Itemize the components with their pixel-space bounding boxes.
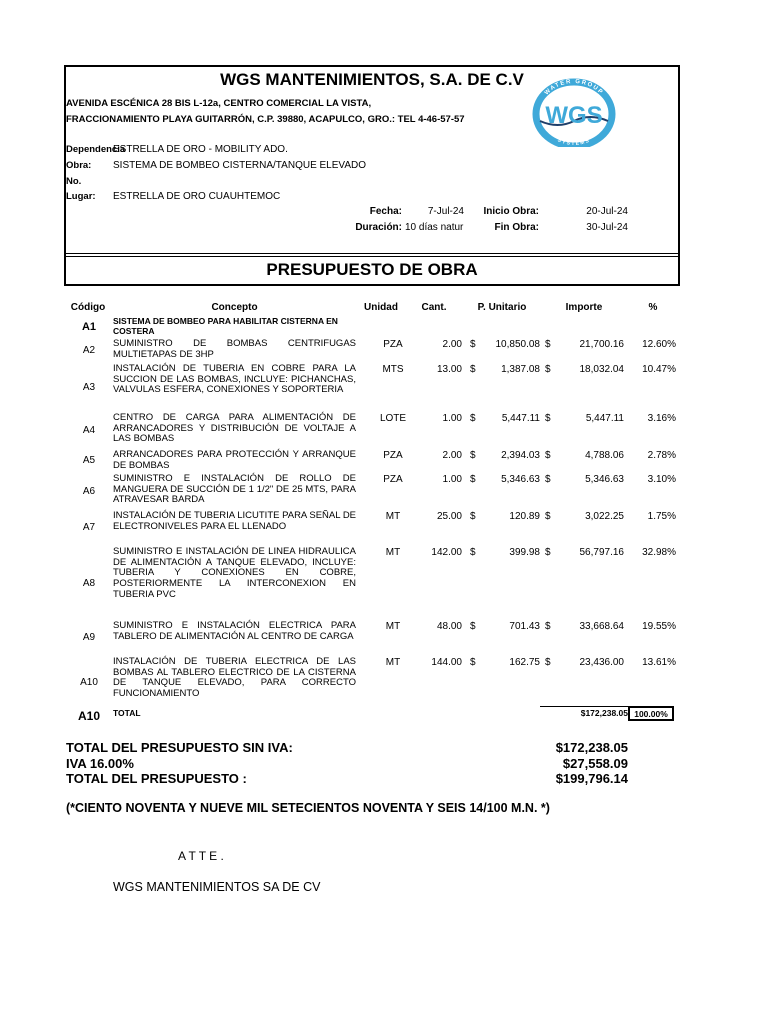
no-label: No. [66,176,82,187]
row-importe: 3,022.25 [585,511,624,522]
address-line-1: AVENIDA ESCÉNICA 28 BIS L-12a, CENTRO COMERCIAL LA VISTA, [66,98,372,109]
col-cant: Cant. [421,302,447,313]
section-title: SISTEMA DE BOMBEO PARA HABILITAR CISTERNA EN COSTERA [113,316,338,336]
row-cant: 13.00 [436,364,462,375]
row-pu-currency: $ [470,413,476,424]
row-importe-currency: $ [545,511,551,522]
row-importe-currency: $ [545,364,551,375]
total-row-label: TOTAL [113,708,141,718]
row-importe: 33,668.64 [579,621,624,632]
fecha-label: Fecha: [369,206,402,217]
row-unit: MT [385,621,401,632]
section-code: A1 [81,321,97,333]
row-concept: ARRANCADORES PARA PROTECCIÓN Y ARRANQUE DE BOMBAS [113,449,356,471]
row-code: A3 [82,382,96,393]
row-code: A6 [82,486,96,497]
row-unit: PZA [383,339,403,350]
row-importe-currency: $ [545,657,551,668]
logo-ring-top-text: WATER GROUP [543,78,605,97]
fecha-value: 7-Jul-24 [427,206,464,217]
total-value: $199,796.14 [555,771,628,786]
row-importe: 23,436.00 [579,657,624,668]
row-pu-currency: $ [470,364,476,375]
svg-text:WATER GROUP [544,79,604,97]
sin-iva-value: $172,238.05 [555,740,628,755]
row-pct: 13.61% [642,657,676,668]
address-line-2: FRACCIONAMIENTO PLAYA GUITARRÓN, C.P. 39880, ACAPULCO, GRO.: TEL 4-46-57-57 [66,114,465,125]
row-pu: 1,387.08 [501,364,540,375]
col-unidad: Unidad [364,302,398,313]
row-pu: 10,850.08 [495,339,540,350]
obra-label: Obra: [66,160,92,171]
row-pu-currency: $ [470,450,476,461]
row-cant: 1.00 [442,474,462,485]
signature-company: WGS MANTENIMIENTOS SA DE CV [113,880,321,894]
iva-label: IVA 16.00% [66,756,134,771]
row-pu-currency: $ [470,657,476,668]
row-cant: 25.00 [436,511,462,522]
row-code: A9 [82,632,96,643]
lugar-label: Lugar: [66,191,96,202]
col-importe: Importe [565,302,603,313]
row-pct: 19.55% [642,621,676,632]
amount-in-words: (*CIENTO NOVENTA Y NUEVE MIL SETECIENTOS NOVENTA Y SEIS 14/100 M.N. *) [66,801,550,815]
row-pu: 5,346.63 [501,474,540,485]
row-importe-currency: $ [545,413,551,424]
row-concept: SUMINISTRO E INSTALACIÓN ELECTRICA PARA TABLERO DE ALIMENTACIÓN AL CENTRO DE CARGA [113,620,356,642]
row-pu: 5,447.11 [501,413,540,424]
row-importe: 5,346.63 [585,474,624,485]
page-title: PRESUPUESTO DE OBRA [266,260,478,279]
row-pct: 1.75% [647,511,676,522]
row-pu-currency: $ [470,511,476,522]
row-pu-currency: $ [470,621,476,632]
row-code: A10 [80,677,98,688]
row-importe: 56,797.16 [579,547,624,558]
logo-text: WGS [545,102,603,129]
row-importe-currency: $ [545,339,551,350]
col-codigo: Código [70,302,106,313]
duracion-value: 10 días natur [405,222,464,233]
row-code: A4 [82,425,96,436]
row-code: A7 [82,522,96,533]
total-row-code: A10 [77,709,100,723]
col-pct: % [648,302,658,313]
row-importe-currency: $ [545,450,551,461]
row-unit: PZA [383,450,403,461]
row-unit: MT [385,547,401,558]
row-pu-currency: $ [470,339,476,350]
row-cant: 2.00 [442,339,462,350]
row-importe: 21,700.16 [579,339,624,350]
row-importe: 5,447.11 [585,413,624,424]
row-code: A2 [82,345,96,356]
row-concept: SUMINISTRO DE BOMBAS CENTRIFUGAS MULTIETAPAS DE 3HP [113,338,356,360]
row-pu-currency: $ [470,474,476,485]
total-row-importe: $172,238.05 [580,708,628,718]
duracion-label: Duración: [355,222,402,233]
row-pct: 32.98% [642,547,676,558]
iva-value: $27,558.09 [562,756,628,771]
row-concept: CENTRO DE CARGA PARA ALIMENTACIÓN DE ARRANCADORES Y DISTRIBUCIÓN DE VOLTAJE A LAS BOMBAS [113,412,356,445]
row-pct: 2.78% [647,450,676,461]
row-pu: 701.43 [509,621,540,632]
lugar-value: ESTRELLA DE ORO CUAUHTEMOC [113,191,281,202]
row-cant: 48.00 [436,621,462,632]
inicio-obra-value: 20-Jul-24 [586,206,628,217]
dependencia-label: Dependencia [66,144,126,155]
row-cant: 1.00 [442,413,462,424]
row-pu: 162.75 [509,657,540,668]
row-concept: INSTALACIÓN DE TUBERIA ELECTRICA DE LAS BOMBAS AL TABLERO ELECTRICO DE LA CISTERNA DE TANQUE ELEVADO, PARA CORRECTO FUNCIONAMIENTO [113,656,356,700]
row-importe: 18,032.04 [579,364,624,375]
atte-text: A T T E . [178,849,224,863]
row-importe-currency: $ [545,547,551,558]
row-pct: 3.16% [647,413,676,424]
total-label: TOTAL DEL PRESUPUESTO : [66,771,247,786]
row-pu: 2,394.03 [501,450,540,461]
row-importe: 4,788.06 [585,450,624,461]
col-pu: P. Unitario [477,302,527,313]
inicio-obra-label: Inicio Obra: [483,206,539,217]
row-importe-currency: $ [545,621,551,632]
row-pu: 399.98 [509,547,540,558]
row-pu: 120.89 [509,511,540,522]
fin-obra-label: Fin Obra: [494,222,539,233]
sin-iva-label: TOTAL DEL PRESUPUESTO SIN IVA: [66,740,293,755]
total-row-pct: 100.00% [628,706,674,721]
row-concept: INSTALACIÓN DE TUBERIA LICUTITE PARA SEÑAL DE ELECTRONIVELES PARA EL LLENADO [113,510,357,532]
row-code: A5 [82,455,96,466]
row-cant: 2.00 [442,450,462,461]
row-unit: PZA [383,474,403,485]
row-importe-currency: $ [545,474,551,485]
row-unit: MT [385,511,401,522]
company-logo [528,77,620,147]
row-cant: 142.00 [431,547,462,558]
row-unit: LOTE [379,413,407,424]
row-unit: MTS [382,364,404,375]
fin-obra-value: 30-Jul-24 [586,222,628,233]
row-pct: 12.60% [642,339,676,350]
row-concept: SUMINISTRO E INSTALACIÓN DE ROLLO DE MANGUERA DE SUCCIÓN DE 1 1/2" DE 25 MTS, PARA ATRAVESAR BARDA [113,473,356,506]
row-pct: 3.10% [647,474,676,485]
row-code: A8 [82,578,96,589]
dependencia-value: ESTRELLA DE ORO - MOBILITY ADO. [113,144,288,155]
company-name: WGS MANTENIMIENTOS, S.A. DE C.V [220,70,524,89]
row-pct: 10.47% [642,364,676,375]
row-concept: SUMINISTRO E INSTALACIÓN DE LINEA HIDRAULICA DE ALIMENTACIÓN A TANQUE ELEVADO, INCLUYE: TUBERIA Y CONEXIONES EN COBRE, POSTERIORMENTE LA INTERCONEXION EN TUBERIA PVC [113,546,356,600]
obra-value: SISTEMA DE BOMBEO CISTERNA/TANQUE ELEVADO [113,160,367,171]
total-underline [540,706,628,707]
row-concept: INSTALACIÓN DE TUBERIA EN COBRE PARA LA SUCCION DE LAS BOMBAS, INCLUYE: PICHANCHAS, VALVULAS ESFERA, CONEXIONES Y SOPORTERIA [113,363,356,396]
row-cant: 144.00 [431,657,462,668]
row-pu-currency: $ [470,547,476,558]
row-unit: MT [385,657,401,668]
col-concepto: Concepto [211,302,258,313]
logo-ring-bottom-text: SYSTEMS [556,137,592,147]
